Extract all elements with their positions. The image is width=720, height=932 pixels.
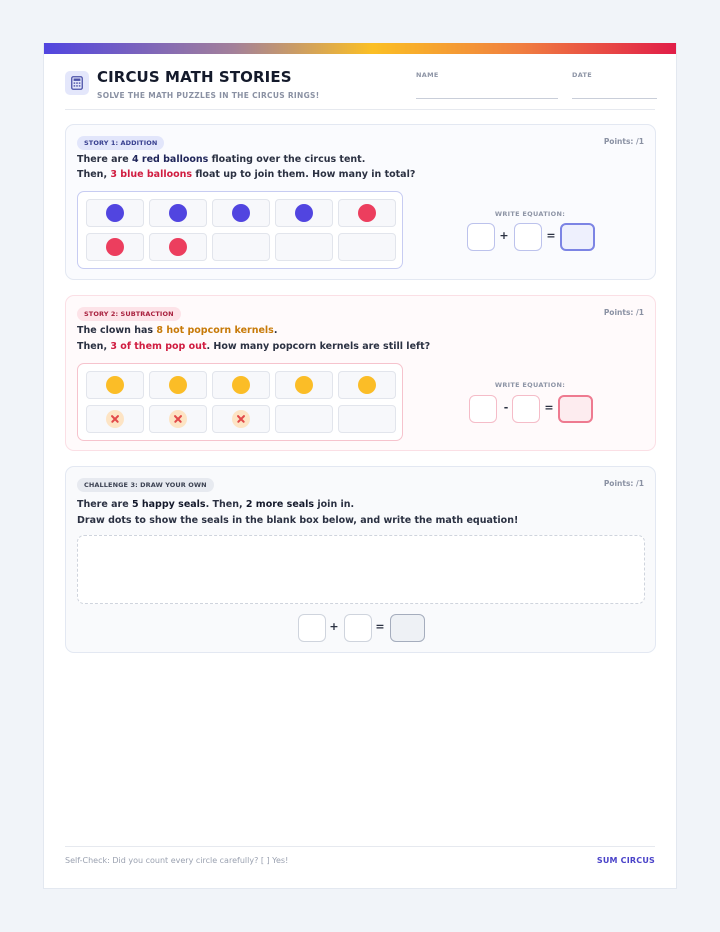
gradient-bar [44, 43, 676, 54]
frame-cell [338, 405, 396, 433]
story-line-1: There are 4 red balloons floating over the circus tent. [77, 154, 366, 165]
blue-dot [169, 204, 187, 222]
crossed-dot-icon [232, 410, 250, 428]
red-dot [106, 238, 124, 256]
points-label: Points: /1 [603, 479, 644, 488]
yellow-dot [169, 376, 187, 394]
frame-cell [338, 233, 396, 261]
yellow-dot [358, 376, 376, 394]
frame-cell [149, 371, 207, 399]
challenge-card-draw [65, 466, 656, 653]
answer-input[interactable] [558, 395, 593, 423]
name-label: NAME [416, 71, 439, 79]
equation-input-2[interactable] [514, 223, 542, 251]
points-label: Points: /1 [603, 308, 644, 317]
date-field[interactable] [572, 98, 657, 99]
blue-dot [232, 204, 250, 222]
frame-cell [86, 199, 144, 227]
frame-cell [212, 371, 270, 399]
plus-sign: + [499, 229, 509, 242]
points-label: Points: /1 [603, 137, 644, 146]
story-line-1: There are 5 happy seals. Then, 2 more seals join in. [77, 499, 355, 510]
equation-input-1[interactable] [467, 223, 495, 251]
story-tag: STORY 1: ADDITION [77, 136, 164, 150]
yellow-dot [295, 376, 313, 394]
equation-input-1[interactable] [298, 614, 326, 642]
equals-sign: = [544, 401, 554, 414]
frame-cell [86, 405, 144, 433]
story-card-addition [65, 124, 656, 280]
yellow-dot [232, 376, 250, 394]
date-label: DATE [572, 71, 592, 79]
page-subtitle: SOLVE THE MATH PUZZLES IN THE CIRCUS RINGS! [97, 91, 320, 100]
calculator-icon [65, 71, 89, 95]
page-title: CIRCUS MATH STORIES [97, 68, 292, 86]
minus-sign: - [503, 401, 509, 414]
equation-label: WRITE EQUATION: [494, 381, 566, 389]
worksheet-header [65, 54, 655, 110]
frame-cell [86, 371, 144, 399]
red-dot [169, 238, 187, 256]
crossed-dot-icon [106, 410, 124, 428]
story-tag: STORY 2: SUBTRACTION [77, 307, 181, 321]
equation-input-2[interactable] [344, 614, 372, 642]
equals-sign: = [375, 620, 385, 633]
equation-input-1[interactable] [469, 395, 497, 423]
crossed-dot-icon [169, 410, 187, 428]
ten-frame [77, 191, 403, 269]
brand-label: SUM CIRCUS [596, 856, 655, 865]
worksheet [43, 43, 677, 889]
frame-cell [338, 371, 396, 399]
frame-cell [275, 199, 333, 227]
drawing-area[interactable] [77, 535, 645, 604]
story-line-1: The clown has 8 hot popcorn kernels. [77, 325, 278, 336]
red-dot [358, 204, 376, 222]
frame-cell [275, 405, 333, 433]
story-line-2: Then, 3 of them pop out. How many popcorn kernels are still left? [77, 341, 431, 352]
yellow-dot [106, 376, 124, 394]
story-tag: CHALLENGE 3: DRAW YOUR OWN [77, 478, 214, 492]
equals-sign: = [546, 229, 556, 242]
story-line-2: Draw dots to show the seals in the blank box below, and write the math equation! [77, 515, 519, 526]
frame-cell [275, 371, 333, 399]
blue-dot [106, 204, 124, 222]
frame-cell [212, 233, 270, 261]
name-field[interactable] [416, 98, 558, 99]
equation-label: WRITE EQUATION: [494, 210, 566, 218]
frame-cell [338, 199, 396, 227]
plus-sign: + [329, 620, 339, 633]
frame-cell [86, 233, 144, 261]
frame-cell [149, 233, 207, 261]
answer-input[interactable] [560, 223, 595, 251]
self-check-text: Self-Check: Did you count every circle carefully? [ ] Yes! [65, 856, 289, 865]
frame-cell [149, 405, 207, 433]
equation-input-2[interactable] [512, 395, 540, 423]
story-card-subtraction [65, 295, 656, 451]
answer-input[interactable] [390, 614, 425, 642]
frame-cell [275, 233, 333, 261]
frame-cell [212, 199, 270, 227]
story-line-2: Then, 3 blue balloons float up to join them. How many in total? [77, 169, 416, 180]
frame-cell [212, 405, 270, 433]
worksheet-footer [65, 846, 655, 865]
ten-frame [77, 363, 403, 441]
blue-dot [295, 204, 313, 222]
frame-cell [149, 199, 207, 227]
